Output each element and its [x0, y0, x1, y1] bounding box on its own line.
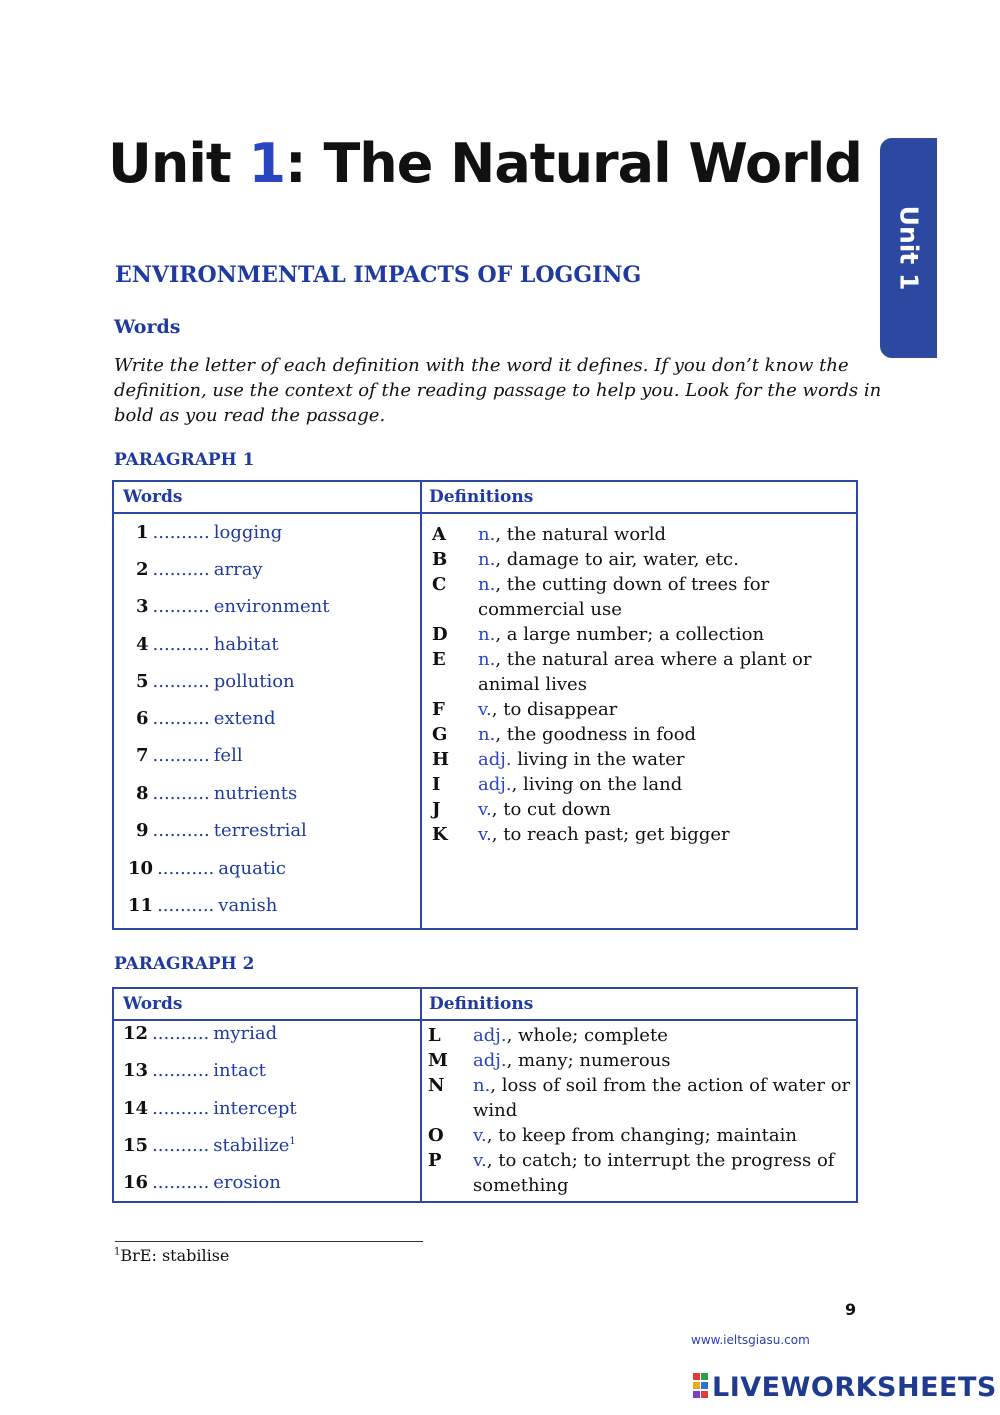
- definition-body: , a large number; a collection: [495, 624, 765, 645]
- definition-body: , whole; complete: [506, 1025, 668, 1046]
- definition-letter: G: [432, 724, 448, 745]
- word-number: 11: [128, 895, 154, 916]
- word-row-2: [136, 559, 263, 580]
- table-column-divider: [420, 482, 422, 928]
- paragraph2-table: [112, 987, 858, 1203]
- definition-text: [473, 1123, 853, 1148]
- definition-body: , the goodness in food: [495, 724, 697, 745]
- answer-blank[interactable]: ..........: [152, 820, 210, 841]
- word-number: 4: [136, 634, 149, 655]
- definition-text: [473, 1023, 853, 1048]
- page-number: 9: [845, 1300, 857, 1319]
- part-of-speech: v.: [478, 799, 492, 820]
- definition-text: [473, 1073, 853, 1123]
- definition-letter: P: [428, 1150, 442, 1171]
- table-header-divider: [114, 512, 856, 514]
- definition-body: living in the water: [511, 749, 685, 770]
- definition-letter: M: [428, 1050, 448, 1071]
- title-prefix: Unit: [108, 132, 249, 195]
- vocab-word: environment: [213, 596, 330, 617]
- instructions: Write the letter of each definition with the word it defines. If you don’t know the definition, use the context of the reading passage to help you. Look for the words in bold as you read the passage.: [114, 355, 882, 426]
- part-of-speech: n.: [478, 649, 496, 670]
- definition-text: [473, 1148, 853, 1198]
- definition-letter: E: [432, 649, 446, 670]
- definition-letter: A: [432, 524, 446, 545]
- definition-text: [478, 697, 858, 722]
- vocab-word: fell: [213, 745, 243, 766]
- answer-blank[interactable]: ..........: [152, 1023, 210, 1044]
- word-number: 13: [123, 1060, 149, 1081]
- liveworksheets-brand: [693, 1372, 997, 1403]
- answer-blank[interactable]: ..........: [152, 559, 210, 580]
- definition-letter: I: [432, 774, 441, 795]
- word-number: 9: [136, 820, 149, 841]
- footnote-marker: 1: [289, 1136, 296, 1147]
- word-number: 12: [123, 1023, 149, 1044]
- part-of-speech: v.: [473, 1150, 487, 1171]
- footnote-rule: [115, 1241, 423, 1242]
- word-row-11: [128, 895, 277, 916]
- part-of-speech: v.: [473, 1125, 487, 1146]
- title-unit-number: 1: [248, 132, 286, 195]
- answer-blank[interactable]: ..........: [152, 1098, 210, 1119]
- brand-name: LIVEWORKSHEETS: [712, 1372, 997, 1403]
- answer-blank[interactable]: ..........: [152, 1060, 210, 1081]
- footnote-number: 1: [114, 1246, 121, 1258]
- definition-text: [478, 822, 858, 847]
- definition-text: [478, 647, 858, 697]
- word-row-13: [123, 1060, 266, 1081]
- part-of-speech: n.: [478, 549, 496, 570]
- vocab-word: pollution: [213, 671, 295, 692]
- answer-blank[interactable]: ..........: [152, 1135, 210, 1156]
- definition-body: , to catch; to interrupt the progress of something: [473, 1150, 835, 1196]
- vocab-word: erosion: [213, 1172, 281, 1193]
- vocab-word: myriad: [213, 1023, 278, 1044]
- definition-letter: L: [428, 1025, 441, 1046]
- word-number: 3: [136, 596, 149, 617]
- paragraph1-table: [112, 480, 858, 930]
- answer-blank[interactable]: ..........: [152, 522, 210, 543]
- answer-blank[interactable]: ..........: [157, 895, 215, 916]
- definition-body: , the natural world: [495, 524, 667, 545]
- definition-text: [478, 797, 858, 822]
- part-of-speech: v.: [478, 824, 492, 845]
- definition-body: , to cut down: [491, 799, 611, 820]
- vocab-word: nutrients: [213, 783, 298, 804]
- word-number: 5: [136, 671, 149, 692]
- unit-side-tab: [880, 138, 937, 358]
- definition-text: [478, 622, 858, 647]
- definition-body: , damage to air, water, etc.: [495, 549, 739, 570]
- word-row-12: [123, 1023, 277, 1044]
- vocab-word: extend: [213, 708, 276, 729]
- answer-blank[interactable]: ..........: [152, 1172, 210, 1193]
- word-row-7: [136, 745, 243, 766]
- definition-body: , to disappear: [491, 699, 618, 720]
- definition-text: [473, 1048, 853, 1073]
- definitions-column-header: Definitions: [429, 487, 534, 507]
- word-row-16: [123, 1172, 281, 1193]
- definition-text: [478, 547, 858, 572]
- definition-body: , living on the land: [511, 774, 683, 795]
- word-row-10: [128, 858, 286, 879]
- part-of-speech: n.: [478, 724, 496, 745]
- unit-side-tab-label: Unit 1: [894, 205, 923, 291]
- word-row-4: [136, 634, 279, 655]
- word-row-1: [136, 522, 282, 543]
- word-row-6: [136, 708, 276, 729]
- answer-blank[interactable]: ..........: [152, 783, 210, 804]
- definition-text: [478, 722, 858, 747]
- footnote-text: BrE: stabilise: [120, 1246, 230, 1265]
- words-heading: Words: [114, 316, 181, 338]
- word-number: 2: [136, 559, 149, 580]
- vocab-word: logging: [213, 522, 283, 543]
- word-row-14: [123, 1098, 297, 1119]
- word-number: 16: [123, 1172, 149, 1193]
- definition-letter: B: [432, 549, 448, 570]
- section-title: ENVIRONMENTAL IMPACTS OF LOGGING: [115, 262, 642, 288]
- definition-body: , the cutting down of trees for commercial use: [478, 574, 770, 620]
- part-of-speech: n.: [478, 524, 496, 545]
- answer-blank[interactable]: ..........: [152, 745, 210, 766]
- word-row-15: [123, 1135, 296, 1156]
- word-row-3: [136, 596, 330, 617]
- footnote: [114, 1246, 229, 1265]
- table-header-divider: [114, 1019, 856, 1021]
- definition-body: , many; numerous: [506, 1050, 671, 1071]
- definition-letter: F: [432, 699, 445, 720]
- paragraph2-title: PARAGRAPH 2: [114, 954, 255, 974]
- definition-text: [478, 747, 858, 772]
- word-row-8: [136, 783, 297, 804]
- part-of-speech: n.: [478, 574, 496, 595]
- word-number: 8: [136, 783, 149, 804]
- vocab-word: vanish: [218, 895, 278, 916]
- definition-text: [478, 772, 858, 797]
- definition-letter: D: [432, 624, 448, 645]
- word-number: 14: [123, 1098, 149, 1119]
- vocab-word: stabilize: [213, 1135, 290, 1156]
- liveworksheets-logo-icon: [693, 1373, 709, 1399]
- title-suffix: : The Natural World: [285, 132, 862, 195]
- word-number: 15: [123, 1135, 149, 1156]
- word-row-5: [136, 671, 295, 692]
- definition-text: [478, 522, 858, 547]
- definition-letter: K: [432, 824, 448, 845]
- definition-letter: N: [428, 1075, 445, 1096]
- word-number: 6: [136, 708, 149, 729]
- answer-blank[interactable]: ..........: [152, 671, 210, 692]
- words-column-header: Words: [123, 994, 183, 1014]
- page-title: [0, 132, 970, 195]
- vocab-word: intercept: [213, 1098, 297, 1119]
- definition-letter: H: [432, 749, 450, 770]
- answer-blank[interactable]: ..........: [152, 596, 210, 617]
- vocab-word: habitat: [213, 634, 279, 655]
- word-number: 7: [136, 745, 149, 766]
- part-of-speech: adj.: [478, 749, 512, 770]
- website-link[interactable]: www.ieltsgiasu.com: [691, 1333, 810, 1347]
- words-column-header: Words: [123, 487, 183, 507]
- paragraph1-title: PARAGRAPH 1: [114, 450, 255, 470]
- part-of-speech: adj.: [478, 774, 512, 795]
- definition-letter: C: [432, 574, 447, 595]
- part-of-speech: adj.: [473, 1025, 507, 1046]
- definitions-column-header: Definitions: [429, 994, 534, 1014]
- word-number: 10: [128, 858, 154, 879]
- definition-body: , to keep from changing; maintain: [486, 1125, 797, 1146]
- answer-blank[interactable]: ..........: [152, 708, 210, 729]
- definition-text: [478, 572, 858, 622]
- vocab-word: aquatic: [218, 858, 286, 879]
- definition-body: , to reach past; get bigger: [491, 824, 730, 845]
- vocab-word: array: [213, 559, 263, 580]
- answer-blank[interactable]: ..........: [152, 634, 210, 655]
- part-of-speech: n.: [478, 624, 496, 645]
- word-row-9: [136, 820, 307, 841]
- word-number: 1: [136, 522, 149, 543]
- part-of-speech: adj.: [473, 1050, 507, 1071]
- answer-blank[interactable]: ..........: [157, 858, 215, 879]
- definition-body: , loss of soil from the action of water or wind: [473, 1075, 851, 1121]
- definition-letter: J: [432, 799, 441, 820]
- part-of-speech: n.: [473, 1075, 491, 1096]
- definition-letter: O: [428, 1125, 444, 1146]
- definition-body: , the natural area where a plant or animal lives: [478, 649, 812, 695]
- vocab-word: intact: [213, 1060, 266, 1081]
- part-of-speech: v.: [478, 699, 492, 720]
- vocab-word: terrestrial: [213, 820, 307, 841]
